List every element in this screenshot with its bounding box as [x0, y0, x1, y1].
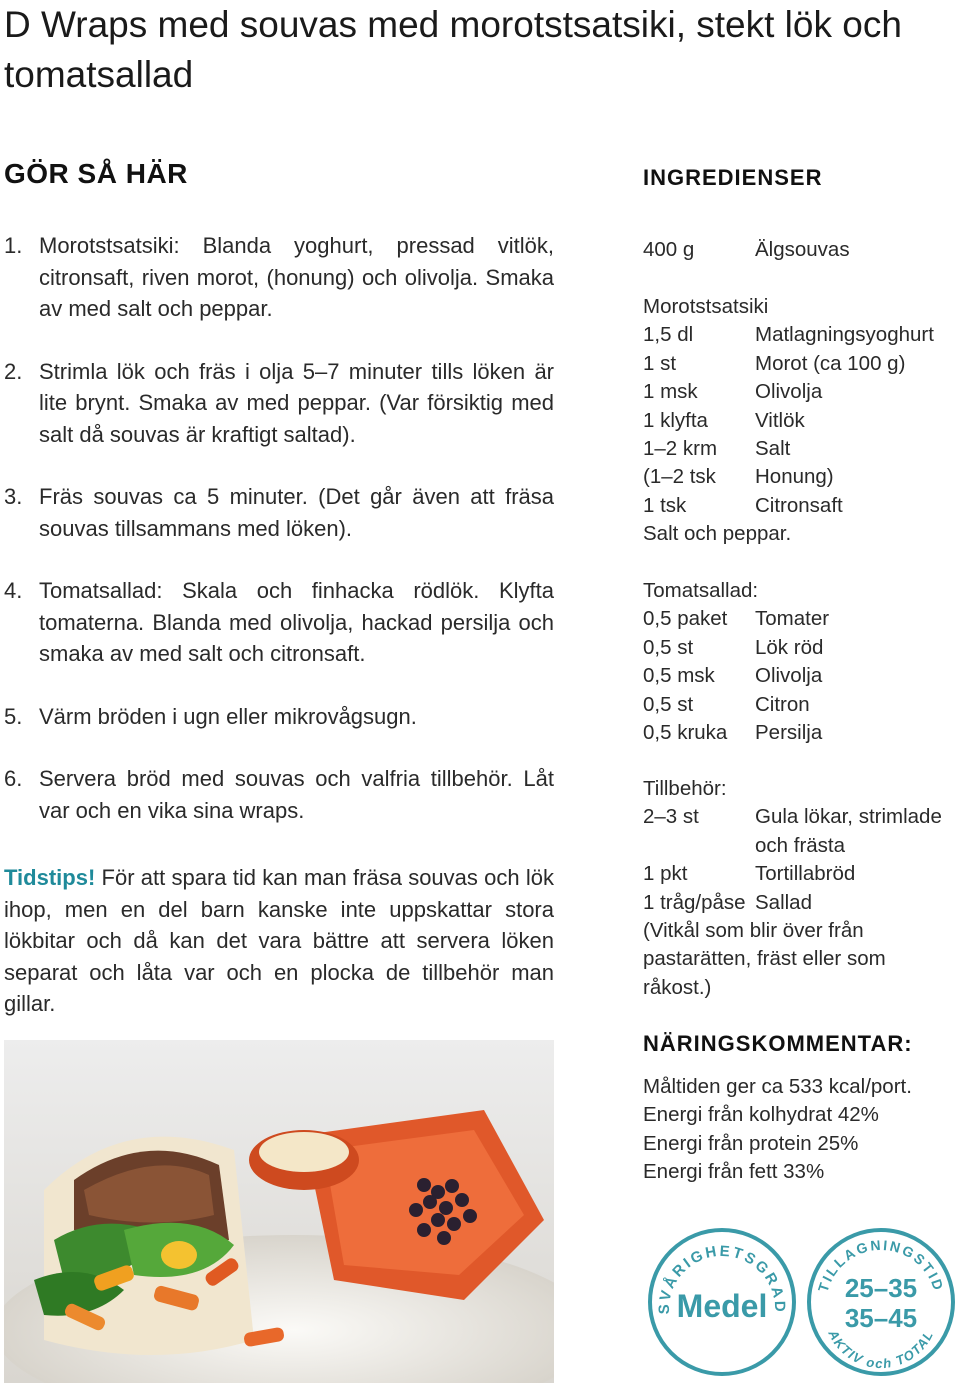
ingredient-qty: 1 tsk	[643, 493, 687, 517]
step-item	[4, 481, 554, 544]
ingredient-row	[643, 463, 953, 491]
food-photo	[4, 1040, 554, 1383]
ingredient-item: Sallad	[755, 890, 812, 914]
nutrition-line: Energi från protein 25%	[643, 1131, 859, 1155]
ingredient-row	[643, 435, 953, 463]
nutrition-line: Energi från fett 33%	[643, 1160, 825, 1184]
total-time-value: 35–45	[844, 1303, 918, 1333]
tsatsiki-ingredients	[643, 293, 953, 549]
ingredient-qty: (1–2 tsk	[643, 465, 716, 489]
ingredient-row	[643, 634, 953, 662]
ingredient-item: Olivolja	[755, 664, 823, 688]
ingredient-item: Morot (ca 100 g)	[755, 351, 906, 375]
step-number: 1.	[4, 233, 23, 258]
ingredient-item: Tortillabröd	[755, 862, 856, 886]
step-item	[4, 230, 554, 325]
food-photo-illustration	[4, 1040, 554, 1383]
ingredients-heading: INGREDIENSER	[643, 165, 823, 190]
step-text: Strimla lök och fräs i olja 5–7 minuter tills löken är lite brynt. Smaka av med peppar. (Var försiktig med salt då souvas är kraftigt saltad).	[39, 358, 554, 447]
ingredient-row	[643, 719, 953, 747]
ingredient-row	[643, 605, 953, 633]
steps-heading: GÖR SÅ HÄR	[4, 158, 188, 189]
step-text: Morotstsatsiki: Blanda yoghurt, pressad vitlök, citronsaft, riven morot, (honung) och olivolja. Smaka av med salt och peppar.	[39, 233, 554, 321]
step-text: Värm bröden i ugn eller mikrovågsugn.	[39, 703, 417, 729]
tsatsiki-heading: Morotstsatsiki	[643, 295, 769, 318]
step-number: 6.	[4, 766, 23, 791]
nutrition-line: Energi från kolhydrat 42%	[643, 1103, 879, 1127]
ingredient-qty: 400 g	[643, 238, 695, 261]
ingredient-item: Matlagningsyoghurt	[755, 323, 934, 347]
ingredient-row	[643, 662, 953, 690]
ingredient-item: Vitlök	[755, 408, 805, 432]
ingredients-main	[643, 236, 953, 264]
recipe-title: D Wraps med souvas med morotstsatsiki, stekt lök och tomatsallad	[4, 4, 902, 95]
ingredient-qty: 0,5 st	[643, 692, 694, 716]
step-text: Tomatsallad: Skala och finhacka rödlök. Klyfta tomaterna. Blanda med olivolja, hackad persilja och smaka av med salt och citronsaft.	[39, 578, 554, 666]
step-text: Fräs souvas ca 5 minuter. (Det går även att fräsa souvas tillsammans med löken).	[39, 484, 554, 541]
step-item	[4, 356, 554, 451]
ingredient-qty: 0,5 st	[643, 635, 694, 659]
ingredient-qty: 1 klyfta	[643, 408, 708, 432]
ingredient-qty: 1 tråg/påse	[643, 890, 746, 914]
tip-text: För att spara tid kan man fräsa souvas och lök ihop, men en del barn kanske inte uppskattar stora lökbitar och då kan det vara bättre att servera löken separat och låta var och en plocka de tillbehör man gillar.	[4, 865, 554, 1016]
step-number: 4.	[4, 578, 23, 603]
ingredient-qty: 0,5 kruka	[643, 721, 728, 745]
ingredient-item: Olivolja	[755, 380, 823, 404]
ingredient-row	[643, 860, 953, 888]
difficulty-badge	[647, 1227, 797, 1377]
ingredient-qty: 1,5 dl	[643, 323, 694, 347]
ingredient-qty: 1 pkt	[643, 862, 688, 886]
ingredient-item: Persilja	[755, 721, 823, 745]
ingredient-row	[643, 407, 953, 435]
cooking-time-badge	[806, 1227, 956, 1377]
difficulty-arc-label: SVÅRIGHETSGRAD	[655, 1242, 789, 1315]
ingredient-row	[643, 321, 953, 349]
ingredient-qty: 0,5 msk	[643, 664, 715, 688]
ingredient-qty: 0,5 paket	[643, 607, 728, 631]
ingredient-item: Lök röd	[755, 635, 824, 659]
extras-note: (Vitkål som blir över från pastarätten, fräst eller som råkost.)	[643, 919, 886, 999]
steps-list	[4, 230, 554, 857]
step-item	[4, 763, 554, 826]
extras-heading: Tillbehör:	[643, 777, 727, 800]
nutrition-line: Måltiden ger ca 533 kcal/port.	[643, 1075, 912, 1098]
ingredient-qty: 2–3 st	[643, 805, 699, 829]
ingredient-item: Gula lökar, strimlade och frästa	[755, 805, 942, 857]
step-number: 5.	[4, 703, 23, 729]
time-arc-bottom-label: AKTIV och TOTAL	[825, 1327, 937, 1372]
ingredient-row	[643, 691, 953, 719]
tsatsiki-footer: Salt och peppar.	[643, 522, 792, 546]
step-number: 3.	[4, 484, 23, 509]
ingredient-qty: 1 msk	[643, 380, 698, 404]
nutrition-lines	[643, 1073, 953, 1187]
time-tip	[4, 862, 554, 1020]
ingredient-item: Citron	[755, 692, 810, 716]
ingredient-row	[643, 889, 953, 917]
ingredient-qty: 1–2 krm	[643, 437, 718, 461]
tip-label: Tidstips!	[4, 865, 96, 890]
ingredient-row	[643, 378, 953, 406]
ingredient-row	[643, 236, 953, 264]
ingredient-row	[643, 350, 953, 378]
ingredient-item: Älgsouvas	[755, 238, 850, 261]
ingredient-item: Salt	[755, 437, 791, 461]
step-item	[4, 701, 554, 733]
salad-heading: Tomatsallad:	[643, 579, 759, 602]
nutrition-heading: NÄRINGSKOMMENTAR:	[643, 1031, 913, 1056]
extras-ingredients	[643, 775, 953, 1002]
time-arc-top-label: TILLAGNINGSTID	[814, 1236, 948, 1294]
ingredient-qty: 1 st	[643, 351, 677, 375]
ingredient-row	[643, 492, 953, 520]
step-number: 2.	[4, 358, 23, 384]
difficulty-value: Medel	[676, 1288, 768, 1324]
active-time-value: 25–35	[844, 1273, 918, 1303]
ingredient-item: Honung)	[755, 465, 834, 489]
cooking-time-badge-graphic	[806, 1227, 956, 1377]
difficulty-badge-graphic	[647, 1227, 797, 1377]
ingredient-item: Citronsaft	[755, 493, 843, 517]
step-text: Servera bröd med souvas och valfria tillbehör. Låt var och en vika sina wraps.	[39, 766, 554, 823]
ingredient-row	[643, 803, 953, 860]
ingredient-item: Tomater	[755, 607, 830, 631]
salad-ingredients	[643, 577, 953, 747]
step-item	[4, 575, 554, 670]
